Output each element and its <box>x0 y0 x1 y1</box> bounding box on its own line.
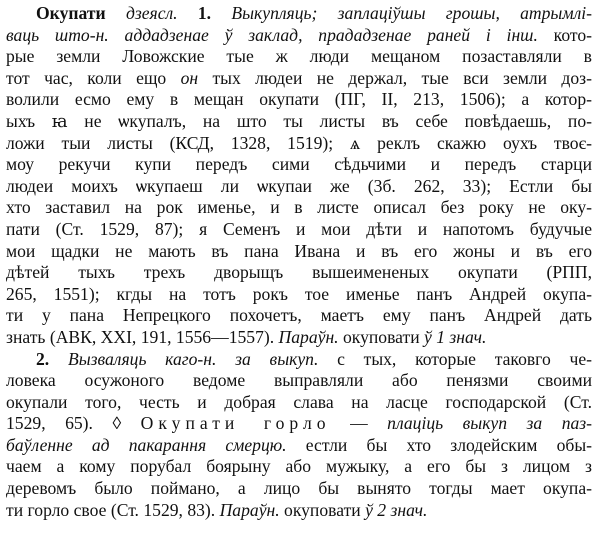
entry-line-10 <box>6 197 592 219</box>
text-run: окупали того, честь и добрая слава на ласце господарской (Ст. <box>6 391 592 412</box>
text-run: 1529, 65). ◊ <box>6 413 141 434</box>
entry-line-13 <box>6 262 592 284</box>
text-run: тот час, коли ещо <box>6 67 181 88</box>
entry-line-9 <box>6 176 592 198</box>
text-run: рые земли Ловожские тые ж люди мещаном позаставляли в <box>6 46 592 67</box>
entry-line-20 <box>6 413 592 435</box>
entry-line-3 <box>6 46 592 68</box>
bold-run: Окупати <box>36 3 106 23</box>
italic-gloss: ваць што-н. аддадзенае ў заклад, прададзенае раней і інш. <box>6 24 538 45</box>
italic-gloss: ў 1 знач. <box>424 326 487 347</box>
text-run: кото- <box>537 24 592 45</box>
entry-line-18 <box>6 370 592 392</box>
entry-line-21 <box>6 435 592 457</box>
text-run: ложи тыи листы (КСД, 1328, 1519); ѧ реклъ скажю оухъ твоє- <box>6 132 592 153</box>
bold-run: 1. <box>197 3 212 23</box>
entry-line-2 <box>6 25 592 47</box>
text-run: чаем а кому порубал боярыну або мужыку, а его бы з лицом з <box>6 456 592 477</box>
text-run: — <box>330 413 388 434</box>
entry-line-11 <box>6 219 592 241</box>
entry-line-22 <box>6 456 592 478</box>
text-run: мои щадки не мають въ пана Ивана и въ его жоны и въ его <box>6 240 592 261</box>
text-run: ти горло свое (Ст. 1529, 83). <box>6 499 220 520</box>
entry-line-24 <box>6 500 592 522</box>
entry-line-14 <box>6 284 592 306</box>
text-run <box>106 3 126 23</box>
italic-gloss: он <box>180 67 199 88</box>
entry-line-5 <box>6 89 592 111</box>
text-run: волили есмо ему в мещан окупати (ПГ, II, 213, 1506); а котор- <box>6 89 592 110</box>
italic-gloss: дзеясл. <box>125 3 178 23</box>
text-run: ыхъ ꙗ не ѡкупалъ, на што ты листы въ себе повѣдаешь, по- <box>6 110 592 131</box>
entry-line-23 <box>6 478 592 500</box>
entry-line-6 <box>6 111 592 133</box>
italic-gloss: Параўн. <box>219 499 280 520</box>
entry-line-4 <box>6 68 592 90</box>
entry-line-17 <box>6 349 592 371</box>
text-run: 265, 1551); кгды на тотъ рокъ тое именье панъ Андрей окупа- <box>6 283 592 304</box>
spaced-phrase: Окупати горло <box>140 413 331 434</box>
text-run: знать (АВК, XXI, 191, 1556—1557). <box>6 326 279 347</box>
text-run: окуповати <box>338 326 425 347</box>
entry-line-16 <box>6 327 592 349</box>
text-run: хто заставил на рок именье, и в листе описал без року не оку- <box>6 197 592 218</box>
entry-line-7 <box>6 133 592 155</box>
text-run: моу рекучи купи передъ сими сѣдьчими и передъ старци <box>6 154 592 175</box>
text-run: людеи моихъ ѡкупаеш ли ѡкупаи же (3б. 262, 33); Естли бы <box>6 175 592 196</box>
italic-gloss: Выкупляць; заплаціўшы грошы, атрымлі- <box>231 3 592 23</box>
text-run: ти у пана Непрецкого похочетъ, маетъ ему панъ Андрей дать <box>6 305 592 326</box>
text-run: с тых, которые таковго че- <box>318 348 592 369</box>
italic-gloss: плаціць выкуп за паз- <box>387 413 592 434</box>
text-run: тых людеи не держал, тые вси земли доз- <box>198 67 592 88</box>
entry-line-19 <box>6 392 592 414</box>
entry-line-12 <box>6 241 592 263</box>
text-run <box>49 349 68 369</box>
entry-line-8 <box>6 154 592 176</box>
text-run <box>178 3 198 23</box>
italic-gloss: Параўн. <box>278 326 339 347</box>
text-run: деревомъ было поймано, а лицо бы вынято тогды мает окупа- <box>6 478 592 499</box>
text-run: дѣтей тыхъ трехъ дворыщъ вышеимененых окупати (РПП, <box>6 262 592 283</box>
italic-gloss: Вызваляць каго-н. за выкуп. <box>67 348 319 369</box>
italic-gloss: ў 2 знач. <box>365 499 428 520</box>
text-run: естли бы хто злодейским обы- <box>286 434 592 455</box>
entry-line-1 <box>6 3 592 25</box>
bold-run: 2. <box>36 348 50 369</box>
text-run: ловека осужоного ведоме выправляли або пенязми своими <box>6 370 592 391</box>
entry-line-15 <box>6 305 592 327</box>
text-run: пати (Ст. 1529, 87); я Семенъ и мои дѣти и напотомъ будучые <box>6 218 592 239</box>
text-run <box>211 3 231 23</box>
italic-gloss: баўленне ад пакарання смерцю. <box>6 434 287 455</box>
text-run: окуповати <box>279 499 366 520</box>
